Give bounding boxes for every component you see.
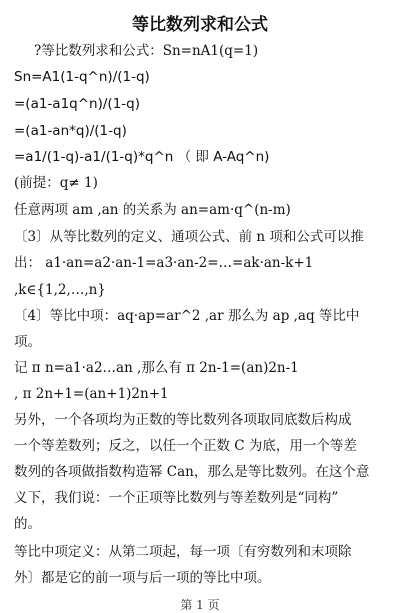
- formula-line-4: =a1/(1-q)-a1/(1-q)*q^n （ 即 A-Aq^n): [14, 149, 270, 165]
- formula-line-3: =(a1-an*q)/(1-q): [14, 123, 127, 139]
- text-line-para1-3: 数列的各项做指数构造幂 Can，那么是等比数列。在这个意: [14, 464, 370, 480]
- text-line-para1-2: 一个等差数列；反之，以任一个正数 C 为底，用一个等差: [14, 438, 357, 454]
- document-title: 等比数列求和公式: [132, 15, 268, 35]
- text-line-set: ,k∈{1,2,…,n}: [14, 282, 106, 298]
- text-line-section3-cont: 出： a1·an=a2·an-1=a3·an-2=…=ak·an-k+1: [14, 255, 314, 271]
- text-line-section4-cont: 项。: [14, 334, 41, 350]
- text-line-1: ?等比数列求和公式：Sn=nA1(q=1): [34, 43, 259, 59]
- page-footer: 第 1 页: [180, 598, 220, 612]
- formula-line-1: Sn=A1(1-q^n)/(1-q): [14, 69, 150, 85]
- formula-line-2: =(a1-a1q^n)/(1-q): [14, 96, 140, 112]
- text-line-premise: (前提：q≠ 1): [14, 175, 98, 191]
- text-line-product-cont: , π 2n+1=(an+1)2n+1: [14, 386, 169, 402]
- text-line-para2-2: 外〕都是它的前一项与后一项的等比中项。: [14, 570, 271, 586]
- text-line-product: 记 π n=a1·a2…an ,那么有 π 2n-1=(an)2n-1: [14, 360, 299, 376]
- text-line-para1-5: 的。: [14, 516, 41, 532]
- text-line-section3: 〔3〕从等比数列的定义、通项公式、前 n 项和公式可以推: [14, 229, 364, 245]
- text-line-relation: 任意两项 am ,an 的关系为 an=am·q^(n-m): [14, 202, 291, 218]
- text-line-para2-1: 等比中项定义：从第二项起，每一项〔有穷数列和末项除: [14, 544, 352, 560]
- text-line-section4: 〔4〕等比中项：aq·ap=ar^2 ,ar 那么为 ap ,aq 等比中: [14, 308, 360, 324]
- text-line-para1-1: 另外，一个各项均为正数的等比数列各项取同底数后构成: [14, 412, 352, 428]
- text-line-para1-4: 义下，我们说：一个正项等比数列与等差数列是“同构”: [14, 490, 339, 506]
